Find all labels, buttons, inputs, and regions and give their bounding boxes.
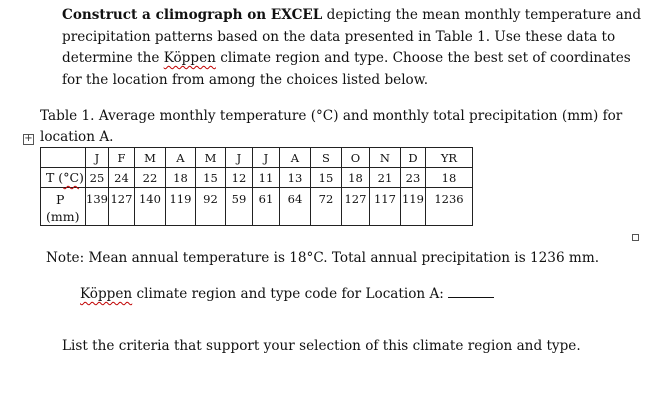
- precipitation-cell: 64: [279, 188, 310, 226]
- temperature-cell: 18: [165, 168, 195, 188]
- table-header-cell: YR: [425, 148, 472, 168]
- table-caption-line-2: location A.: [40, 129, 114, 145]
- precipitation-cell: 119: [400, 188, 425, 226]
- table-header-cell: D: [400, 148, 425, 168]
- table-caption: [40, 106, 640, 148]
- note-line: Note: Mean annual temperature is 18°C. Total annual precipitation is 1236 mm.: [46, 250, 600, 266]
- table-header-row: [41, 148, 473, 168]
- precipitation-cell: 61: [252, 188, 279, 226]
- temperature-annual-cell: 18: [425, 168, 472, 188]
- temp-label-suffix: ): [79, 170, 84, 185]
- instructions-paragraph: [62, 5, 642, 91]
- temperature-cell: 15: [310, 168, 341, 188]
- temperature-cell: 15: [195, 168, 225, 188]
- table-move-handle-icon[interactable]: +: [24, 133, 33, 144]
- answer-blank[interactable]: [448, 285, 494, 298]
- table-resize-handle-icon[interactable]: [632, 234, 639, 241]
- table-header-cell: [41, 148, 86, 168]
- temperature-cell: 18: [341, 168, 369, 188]
- table-header-cell: A: [165, 148, 195, 168]
- precipitation-row-label: [41, 188, 86, 226]
- climate-data-table: [40, 147, 473, 226]
- temperature-row: [41, 168, 473, 188]
- temperature-cell: 21: [369, 168, 400, 188]
- precipitation-cell: 127: [341, 188, 369, 226]
- precip-label-unit: (mm): [46, 209, 80, 224]
- instructions-text-2: climate region and type. Choose the best set of coordinates for the location from among the choices listed below.: [62, 50, 631, 88]
- instructions-text-1: depicting the mean monthly temperature and precipitation patterns based on the data presented in Table 1. Use these data to determine the: [62, 7, 642, 66]
- temperature-cell: 13: [279, 168, 310, 188]
- table-header-cell: J: [225, 148, 252, 168]
- table-caption-line-1: Table 1. Average monthly temperature (°C) and monthly total precipitation (mm) for: [40, 108, 623, 124]
- criteria-prompt: List the criteria that support your selection of this climate region and type.: [62, 338, 581, 354]
- precipitation-cell: 139: [86, 188, 109, 226]
- temperature-row-label: [41, 168, 86, 188]
- table-header-cell: J: [86, 148, 109, 168]
- table-header-cell: S: [310, 148, 341, 168]
- precipitation-cell: 127: [108, 188, 134, 226]
- table-header-cell: O: [341, 148, 369, 168]
- precipitation-cell: 119: [165, 188, 195, 226]
- precipitation-cell: 117: [369, 188, 400, 226]
- table-header-cell: M: [134, 148, 165, 168]
- koppen-word-spellcheck-2[interactable]: Köppen: [80, 286, 133, 302]
- precipitation-cell: 59: [225, 188, 252, 226]
- instructions-bold-lead: Construct a climograph on EXCEL: [62, 7, 323, 23]
- table-header-cell: J: [252, 148, 279, 168]
- temp-label-unit: °C: [63, 170, 80, 185]
- precipitation-cell: 140: [134, 188, 165, 226]
- temperature-cell: 23: [400, 168, 425, 188]
- koppen-word-spellcheck[interactable]: Köppen: [163, 50, 216, 66]
- precipitation-cell: 72: [310, 188, 341, 226]
- koppen-question: [80, 284, 640, 304]
- temperature-cell: 24: [108, 168, 134, 188]
- table-header-cell: N: [369, 148, 400, 168]
- temperature-cell: 11: [252, 168, 279, 188]
- temperature-cell: 22: [134, 168, 165, 188]
- temperature-cell: 12: [225, 168, 252, 188]
- temperature-cell: 25: [86, 168, 109, 188]
- table-header-cell: A: [279, 148, 310, 168]
- precipitation-annual-cell: 1236: [425, 188, 472, 226]
- temp-label-prefix: T (: [46, 170, 64, 185]
- table-header-cell: F: [108, 148, 134, 168]
- koppen-question-text: climate region and type code for Location A:: [132, 286, 449, 302]
- table-header-cell: M: [195, 148, 225, 168]
- precip-label-letter: P: [56, 192, 65, 207]
- precipitation-cell: 92: [195, 188, 225, 226]
